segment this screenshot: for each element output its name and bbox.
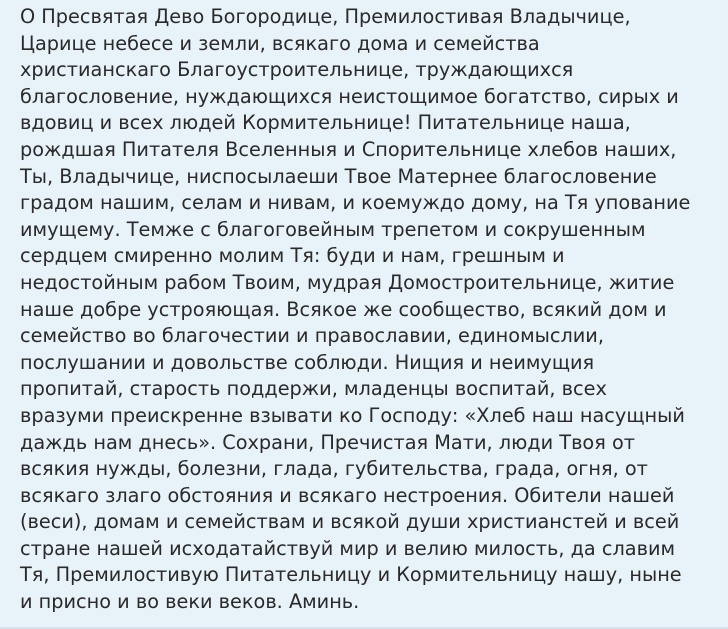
prayer-line: градом нашим, селам и нивам, и коемуждо дому, на Тя упование	[20, 191, 691, 215]
prayer-line: вразуми преискренне взывати ко Господу: «Хлеб наш насущный	[20, 403, 685, 427]
prayer-line: имущему. Темже с благоговейным трепетом и сокрушенным	[20, 217, 646, 241]
prayer-line: благословение, нуждающихся неистощимое богатство, сирых и	[20, 84, 679, 108]
prayer-line: Ты, Владычице, ниспосылаеши Твое Матернее благословение	[20, 164, 657, 188]
prayer-line: (веси), домам и семействам и всякой души христианстей и всей	[20, 510, 680, 534]
prayer-text	[20, 4, 728, 616]
prayer-line: пропитай, старость поддержи, младенцы воспитай, всех	[20, 377, 607, 401]
prayer-line: всякия нужды, болезни, глада, губительства, града, огня, от	[20, 457, 648, 481]
prayer-line: сердцем смиренно молим Тя: буди и нам, грешным и	[20, 244, 565, 268]
prayer-line: Тя, Премилостивую Питательницу и Кормительницу нашу, ныне	[20, 563, 682, 587]
prayer-line: семейство во благочестии и православии, единомыслии,	[20, 324, 604, 348]
prayer-line: послушании и довольстве соблюди. Нищия и неимущия	[20, 350, 595, 374]
prayer-line: даждь нам днесь». Сохрани, Пречистая Мати, люди Твоя от	[20, 430, 635, 454]
prayer-line: и присно и во веки веков. Аминь.	[20, 590, 360, 614]
prayer-line: всякаго злаго обстояния и всякаго нестроения. Обители нашей	[20, 483, 675, 507]
prayer-line: Царице небесе и земли, всякаго дома и семейства	[20, 31, 540, 55]
prayer-line: наше добре устрояющая. Всякое же сообщество, всякий дом и	[20, 297, 667, 321]
prayer-line: стране нашей исходатайствуй мир и велию милость, да славим	[20, 536, 676, 560]
prayer-line: христианскаго Благоустроительнице, труждающихся	[20, 58, 574, 82]
prayer-line: О Пресвятая Дево Богородице, Премилостивая Владычице,	[20, 5, 631, 28]
prayer-line: недостойным рабом Твоим, мудрая Домостроительнице, житие	[20, 270, 675, 294]
prayer-line: вдовиц и всех людей Кормительнице! Питательнице наша,	[20, 111, 631, 135]
prayer-line: рождшая Питателя Вселенныя и Спорительнице хлебов наших,	[20, 137, 677, 161]
